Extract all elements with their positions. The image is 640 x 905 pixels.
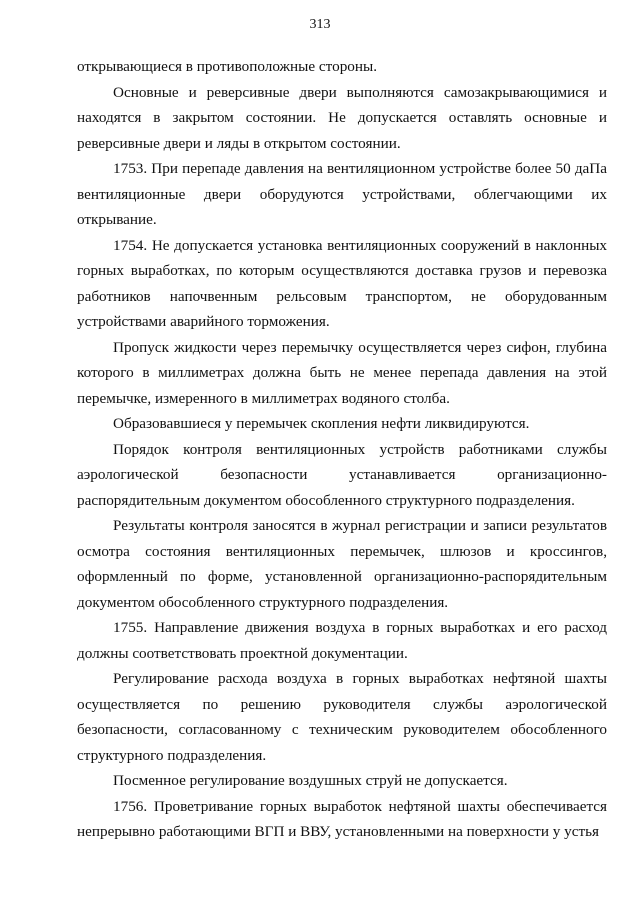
paragraph-oil-liquidation: Образовавшиеся у перемычек скопления нефти ликвидируются.	[113, 415, 530, 432]
paragraph-shift-regulation: Посменное регулирование воздушных струй не допускается.	[113, 772, 508, 789]
paragraph-continuation: открывающиеся в противоположные стороны.	[77, 58, 378, 75]
page-number: 313	[309, 17, 331, 32]
paragraph-siphon: Пропуск жидкости через перемычку осуществляется через сифон, глубина которого в миллиметрах должна быть не менее перепада давления на этой перемычке, измеренного в миллиметрах водяного столба.	[77, 338, 607, 407]
paragraph-1753: 1753. При перепаде давления на вентиляционном устройстве более 50 даПа вентиляционные двери оборудуются устройствами, облегчающими их открывание.	[77, 160, 607, 228]
paragraph-control-procedure: Порядок контроля вентиляционных устройств работниками службы аэрологической безопасности устанавливается организационно-распорядительным документом обособленного структурного подразделения.	[77, 440, 607, 509]
paragraph-1755: 1755. Направление движения воздуха в горных выработках и его расход должны соответствовать проектной документации.	[77, 619, 607, 662]
paragraph-1756: 1756. Проветривание горных выработок нефтяной шахты обеспечивается непрерывно работающими ВГП и ВВУ, установленными на поверхности у устья	[77, 797, 607, 840]
paragraph-1754: 1754. Не допускается установка вентиляционных сооружений в наклонных горных выработках, по которым осуществляются доставка грузов и перевозка работников напочвенным рельсовым транспортом, не оборудованным устройствами аварийного торможения.	[77, 236, 607, 330]
document-body	[77, 54, 607, 845]
paragraph-doors-closed: Основные и реверсивные двери выполняются самозакрывающимися и находятся в закрытом состоянии. Не допускается оставлять основные и реверсивные двери и ляды в открытом состоянии.	[77, 83, 607, 152]
paragraph-air-regulation: Регулирование расхода воздуха в горных выработках нефтяной шахты осуществляется по решению руководителя службы аэрологической безопасности, согласованному с техническим руководителем обособленного структурного подразделения.	[77, 670, 607, 764]
paragraph-control-results: Результаты контроля заносятся в журнал регистрации и записи результатов осмотра состояния вентиляционных перемычек, шлюзов и кроссингов, оформленный по форме, установленной организационно-распорядительным документом обособленного структурного подразделения.	[77, 517, 607, 611]
